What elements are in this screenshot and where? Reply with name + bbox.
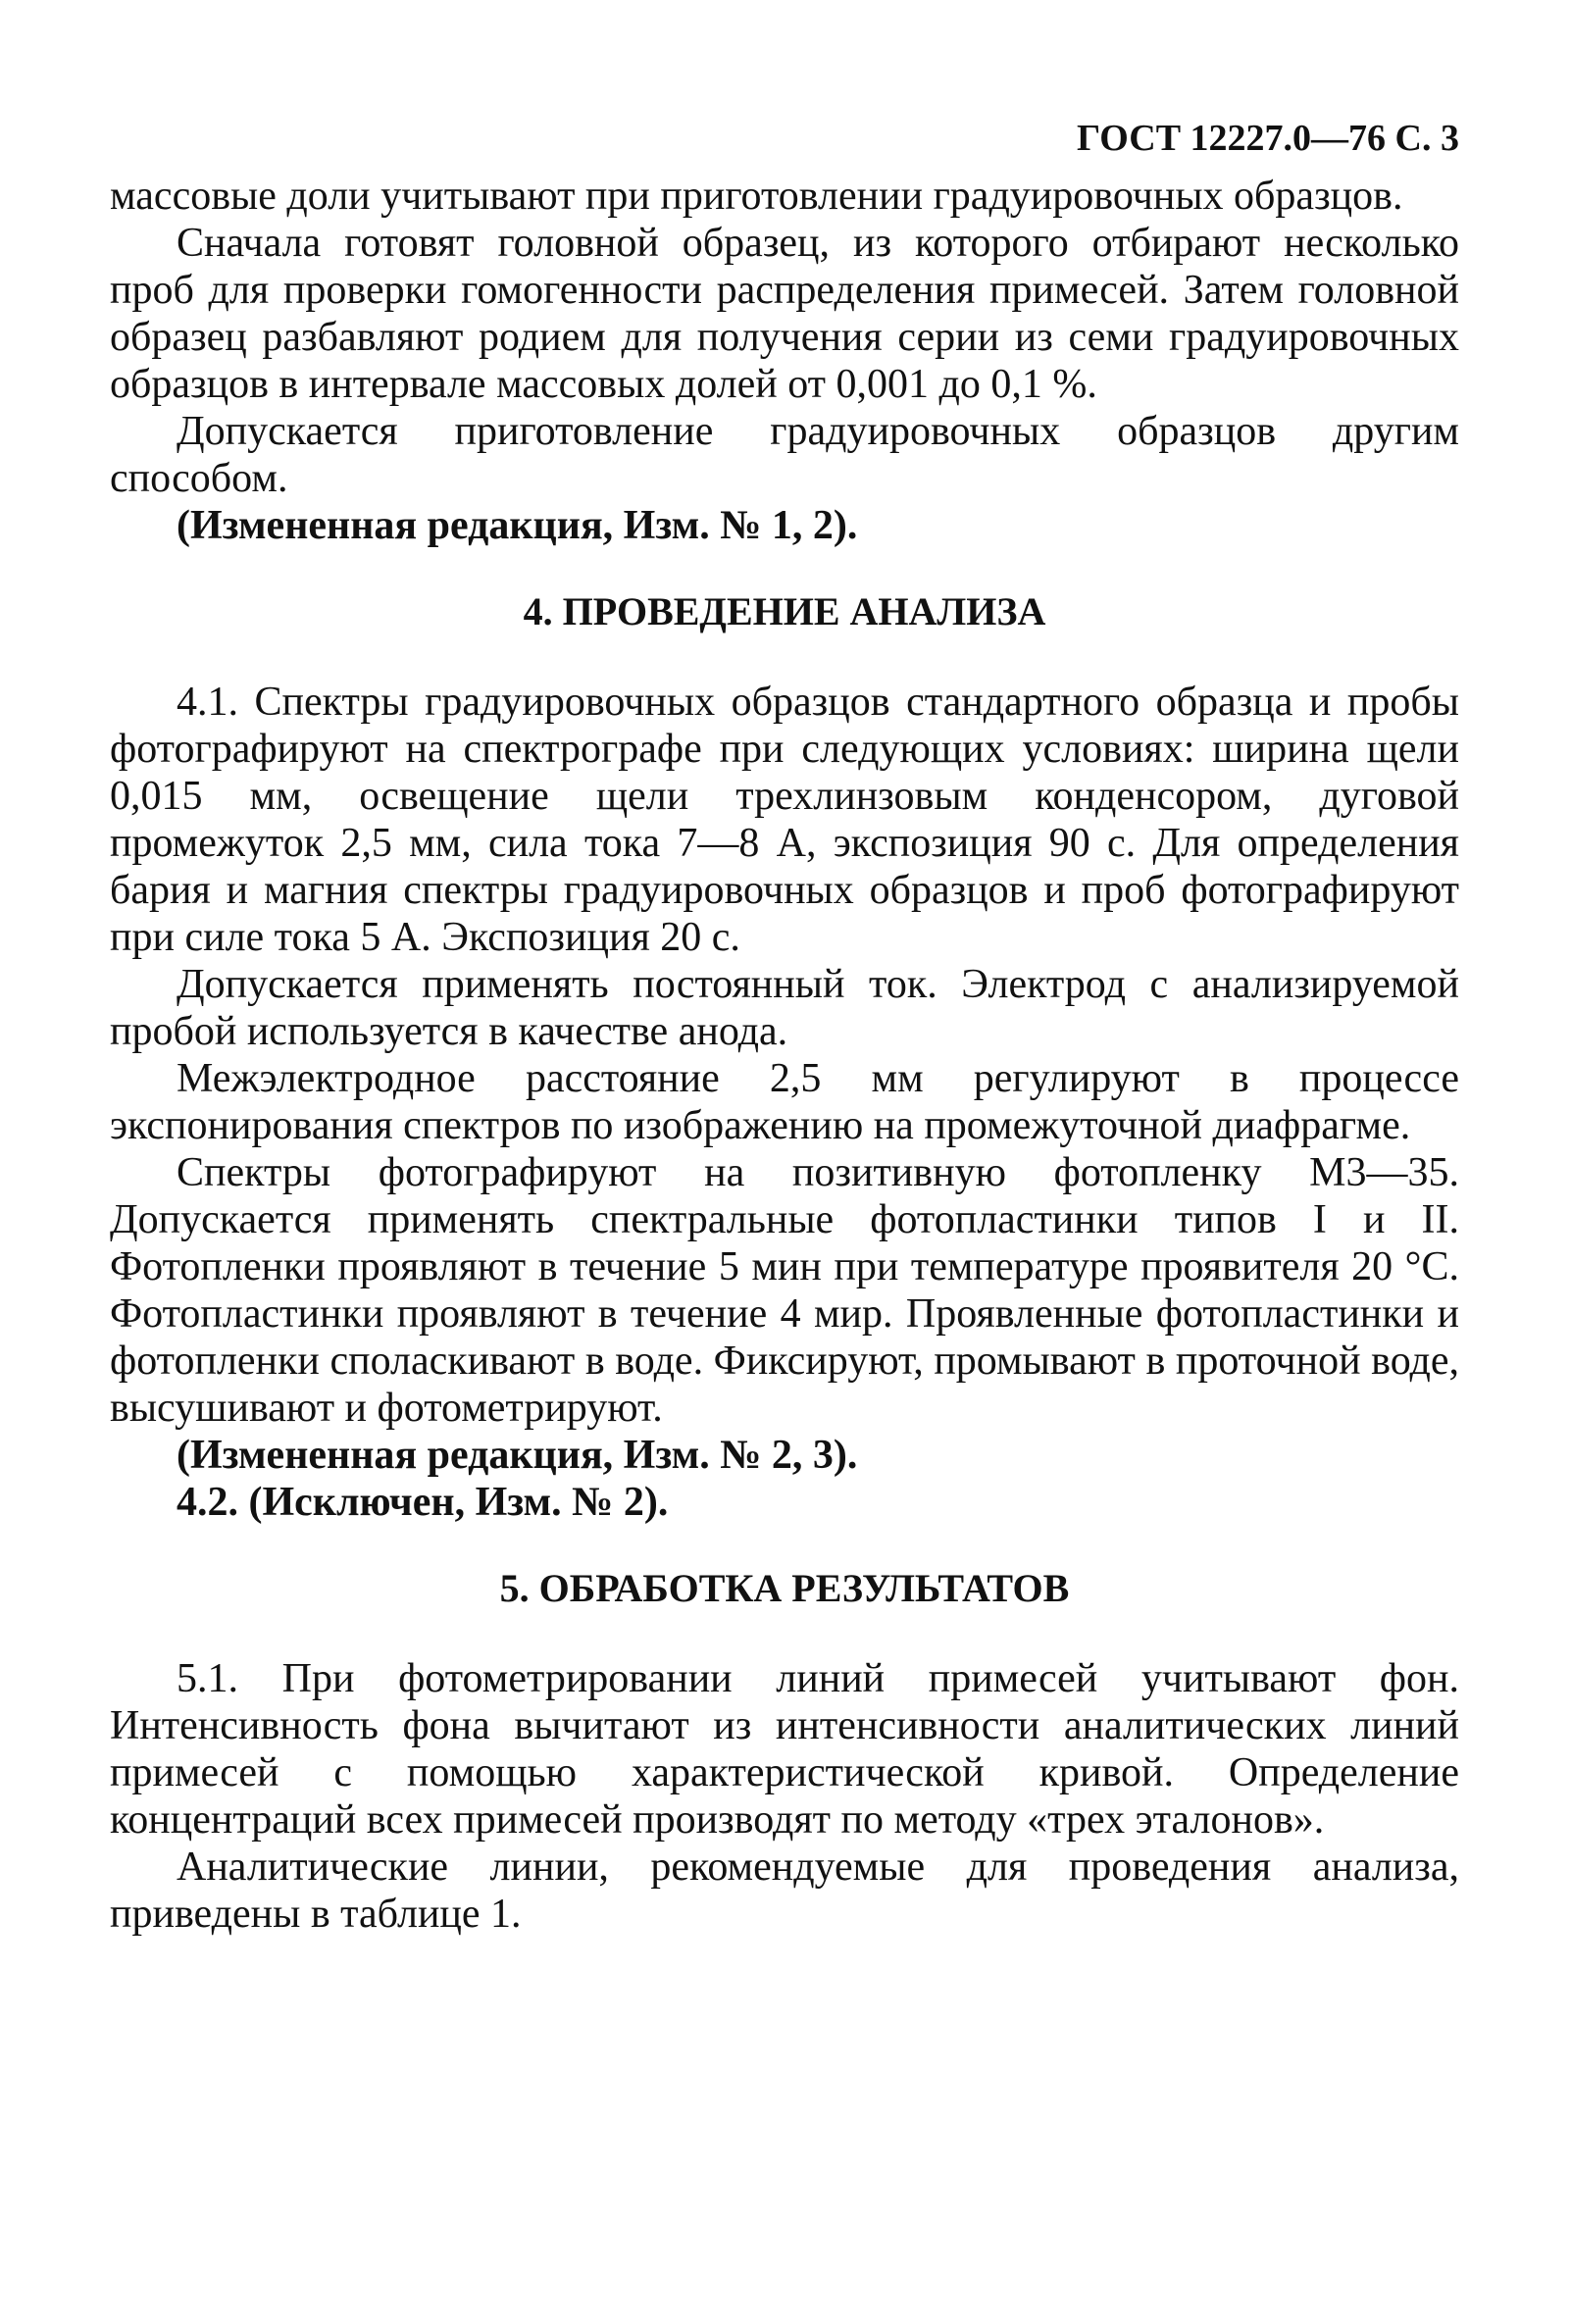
- paragraph: 5.1. При фотометрировании линий примесей учитывают фон. Интенсивность фона вычитают из интенсивности аналитических линий примесей с помощью характеристической кривой. Определение концентраций всех примесей производят по методу «трех эталонов».: [110, 1656, 1459, 1843]
- amendment-note: (Измененная редакция, Изм. № 2, 3).: [177, 1433, 858, 1478]
- document-page: [110, 116, 1459, 1938]
- paragraph: Межэлектродное расстояние 2,5 мм регулируют в процессе экспонирования спектров по изображению на промежуточной диафрагме.: [110, 1056, 1459, 1148]
- paragraph: Спектры фотографируют на позитивную фотопленку М3—35. Допускается применять спектральные фотопластинки типов I и II. Фотопленки проявляют в течение 5 мин при температуре проявителя 20 °С. Фотопластинки проявляют в течение 4 мир. Проявленные фотопластинки и фотопленки споласкивают в воде. Фиксируют, промывают в проточной воде, высушивают и фотометрируют.: [110, 1150, 1459, 1431]
- paragraph: Допускается применять постоянный ток. Электрод с анализируемой пробой используется в качестве анода.: [110, 962, 1459, 1054]
- section-heading-4: 4. ПРОВЕДЕНИЕ АНАЛИЗА: [523, 589, 1046, 633]
- amendment-note: (Измененная редакция, Изм. № 1, 2).: [177, 503, 858, 548]
- paragraph: Сначала готовят головной образец, из которого отбирают несколько проб для проверки гомогенности распределения примесей. Затем головной образец разбавляют родием для получения серии из семи градуировочных образцов в интервале массовых долей от 0,001 до 0,1 %.: [110, 221, 1459, 407]
- paragraph: массовые доли учитывают при приготовлении градуировочных образцов.: [110, 174, 1403, 219]
- paragraph: 4.1. Спектры градуировочных образцов стандартного образца и пробы фотографируют на спектрографе при следующих условиях: ширина щели 0,015 мм, освещение щели трехлинзовым конденсором, дуговой промежуток 2,5 мм, сила тока 7—8 А, экспозиция 90 с. Для определения бария и магния спектры градуировочных образцов и проб фотографируют при силе тока 5 А. Экспозиция 20 с.: [110, 680, 1459, 960]
- paragraph: Допускается приготовление градуировочных образцов другим способом.: [110, 409, 1459, 501]
- section-heading-5: 5. ОБРАБОТКА РЕЗУЛЬТАТОВ: [499, 1566, 1070, 1610]
- paragraph: Аналитические линии, рекомендуемые для проведения анализа, приведены в таблице 1.: [110, 1844, 1459, 1937]
- excluded-clause: 4.2. (Исключен, Изм. № 2).: [177, 1480, 669, 1525]
- running-title: ГОСТ 12227.0—76 С. 3: [1077, 118, 1459, 159]
